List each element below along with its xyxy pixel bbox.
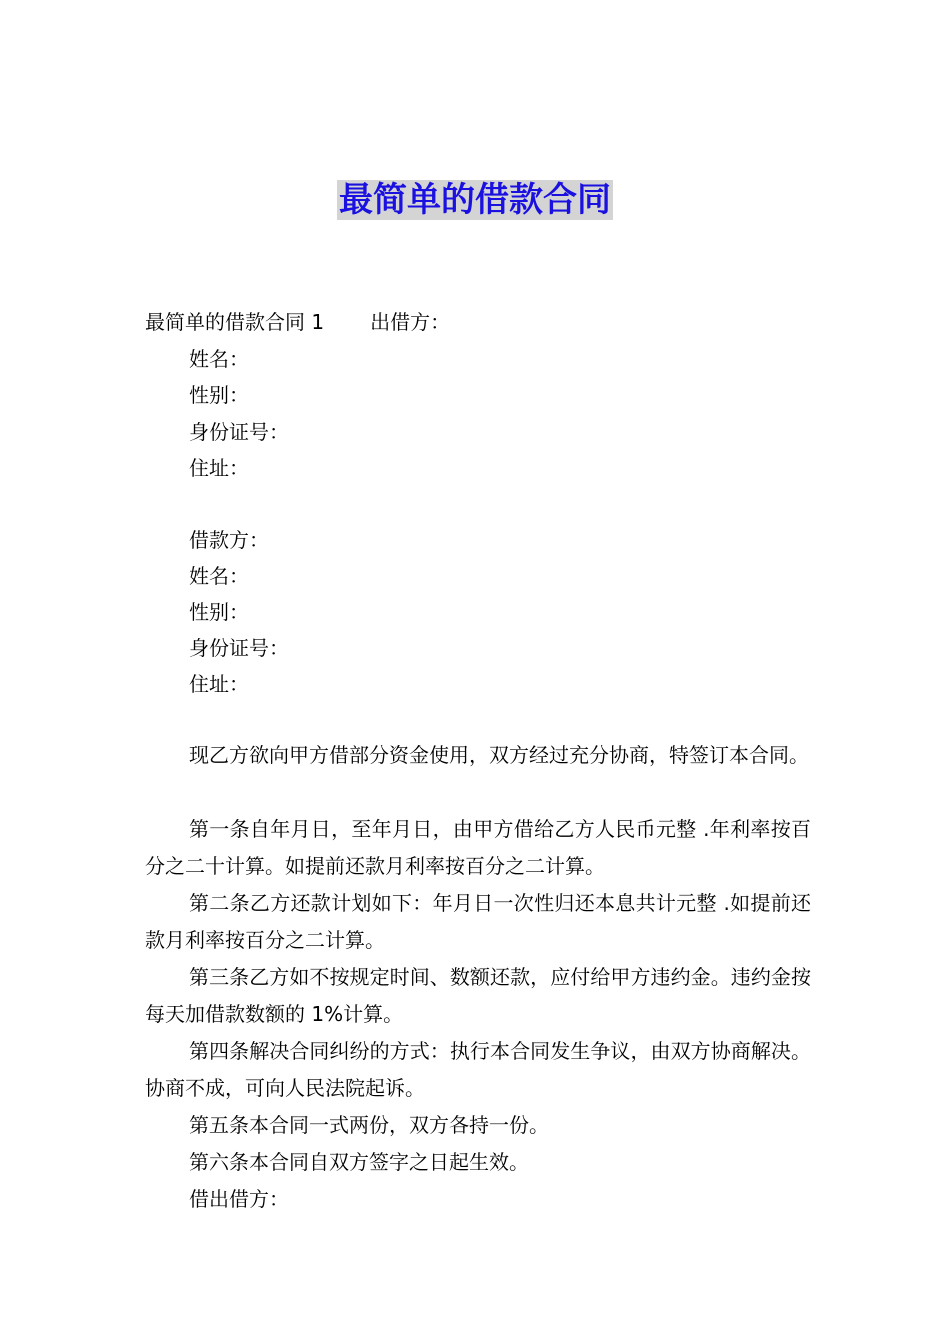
lender-id-field: 身份证号： (189, 420, 289, 444)
borrower-label: 借款方： (189, 528, 269, 552)
lender-address-field: 住址： (189, 456, 249, 480)
borrower-name-field: 姓名： (189, 564, 249, 588)
clause-4: 第四条解决合同纠纷的方式：执行本合同发生争议，由双方协商解决。协商不成，可向人民法院起诉。 (145, 1039, 811, 1100)
borrower-gender-field: 性别： (189, 600, 249, 624)
contract-name: 最简单的借款合同 1 (145, 310, 325, 334)
lender-label: 出借方： (370, 310, 451, 334)
clause-5: 第五条本合同一式两份，双方各持一份。 (189, 1113, 549, 1137)
clause-3: 第三条乙方如不按规定时间、数额还款，应付给甲方违约金。违约金按每天加借款数额的 1%计算。 (145, 965, 811, 1026)
document-title (0, 178, 950, 222)
clause-2: 第二条乙方还款计划如下：年月日一次性归还本息共计元整 .如提前还款月利率按百分之二计算。 (145, 891, 811, 952)
lender-gender-field: 性别： (189, 383, 249, 407)
document-title-text: 最简单的借款合同 (339, 180, 611, 220)
contract-heading-line (145, 308, 450, 336)
lender-name-field: 姓名： (189, 347, 249, 371)
signature-label: 借出借方： (189, 1187, 289, 1211)
borrower-address-field: 住址： (189, 672, 249, 696)
clause-6: 第六条本合同自双方签字之日起生效。 (189, 1150, 529, 1174)
clause-preamble: 现乙方欲向甲方借部分资金使用，双方经过充分协商，特签订本合同。 (189, 743, 809, 767)
borrower-id-field: 身份证号： (189, 636, 289, 660)
clause-1: 第一条自年月日，至年月日，由甲方借给乙方人民币元整 .年利率按百分之二十计算。如提前还款月利率按百分之二计算。 (145, 817, 811, 878)
